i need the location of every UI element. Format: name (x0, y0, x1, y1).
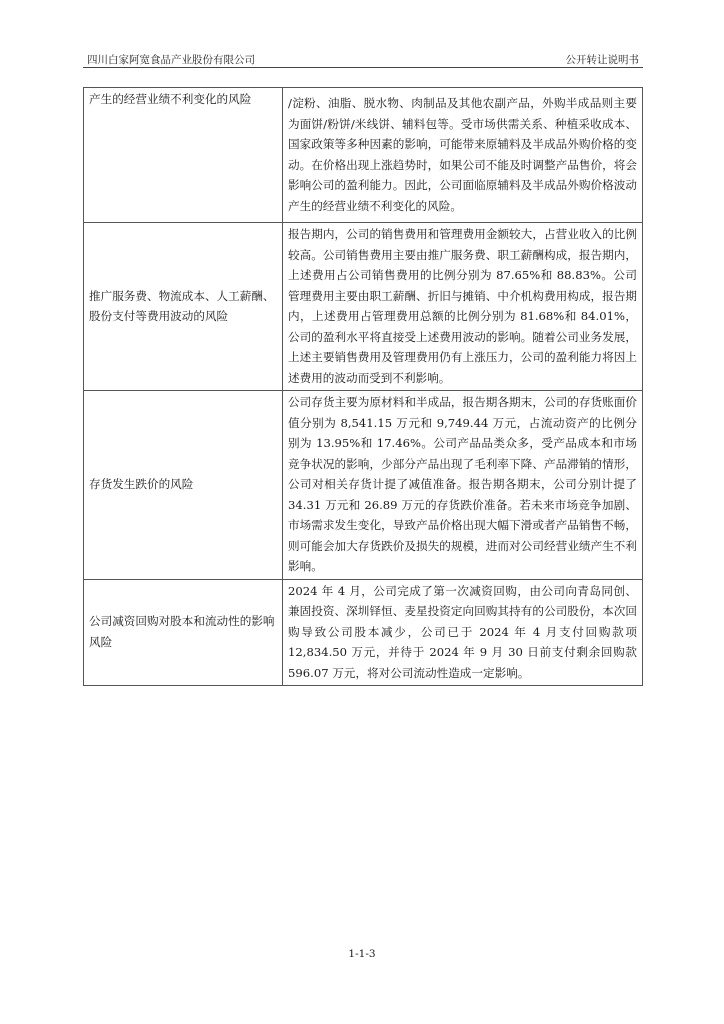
company-name: 四川白家阿宽食品产业股份有限公司 (87, 54, 255, 66)
document-type: 公开转让说明书 (565, 54, 639, 66)
table-row (84, 579, 643, 686)
risk-table (83, 87, 643, 686)
header-divider (83, 67, 643, 68)
risk-name: 公司减资回购对股本和流动性的影响风险 (84, 579, 283, 686)
table-row (84, 223, 643, 391)
page-number: 1-1-3 (348, 948, 376, 960)
risk-name: 产生的经营业绩不利变化的风险 (84, 88, 283, 223)
table-row (84, 88, 643, 223)
risk-description: 报告期内，公司的销售费用和管理费用金额较大，占营业收入的比例较高。公司销售费用主要由推广服务费、职工薪酬构成，报告期内，上述费用占公司销售费用的比例分别为 87.65%和 88.83%。公司管理费用主要由职工薪酬、折旧与摊销、中介机构费用构成，报告期内，上述费用占管理费用总额的比例分别为 81.68%和 84.01%，公司的盈利水平将直接受上述费用波动的影响。随着公司业务发展，上述主要销售费用及管理费用仍有上涨压力，公司的盈利能力将因上述费用的波动而受到不利影响。 (283, 223, 643, 391)
risk-description: 公司存货主要为原材料和半成品，报告期各期末，公司的存货账面价值分别为 8,541.15 万元和 9,749.44 万元，占流动资产的比例分别为 13.95%和 17.46%。公司产品品类众多，受产品成本和市场竞争状况的影响，少部分产品出现了毛利率下降、产品滞销的情形，公司对相关存货计提了减值准备。报告期各期末，公司分别计提了 34.31 万元和 26.89 万元的存货跌价准备。若未来市场竞争加剧、市场需求发生变化，导致产品价格出现大幅下滑或者产品销售不畅，则可能会加大存货跌价及损失的规模，进而对公司经营业绩产生不利影响。 (283, 391, 643, 580)
risk-description: 2024 年 4 月，公司完成了第一次减资回购，由公司向青岛同创、兼固投资、深圳铎恒、麦星投资定向回购其持有的公司股份，本次回购导致公司股本减少，公司已于 2024 年 4 月支付回购款项 12,834.50 万元，并待于 2024 年 9 月 30 日前支付剩余回购款 596.07 万元，将对公司流动性造成一定影响。 (283, 579, 643, 686)
risk-name: 推广服务费、物流成本、人工薪酬、股份支付等费用波动的风险 (84, 223, 283, 391)
table-row (84, 391, 643, 580)
page-header (83, 48, 643, 68)
risk-name: 存货发生跌价的风险 (84, 391, 283, 580)
risk-description: /淀粉、油脂、脱水物、肉制品及其他农副产品，外购半成品则主要为面饼/粉饼/米线饼、辅料包等。受市场供需关系、种植采收成本、国家政策等多种因素的影响，可能带来原辅料及半成品外购价格的变动。在价格出现上涨趋势时，如果公司不能及时调整产品售价，将会影响公司的盈利能力。因此，公司面临原辅料及半成品外购价格波动产生的经营业绩不利变化的风险。 (283, 88, 643, 223)
